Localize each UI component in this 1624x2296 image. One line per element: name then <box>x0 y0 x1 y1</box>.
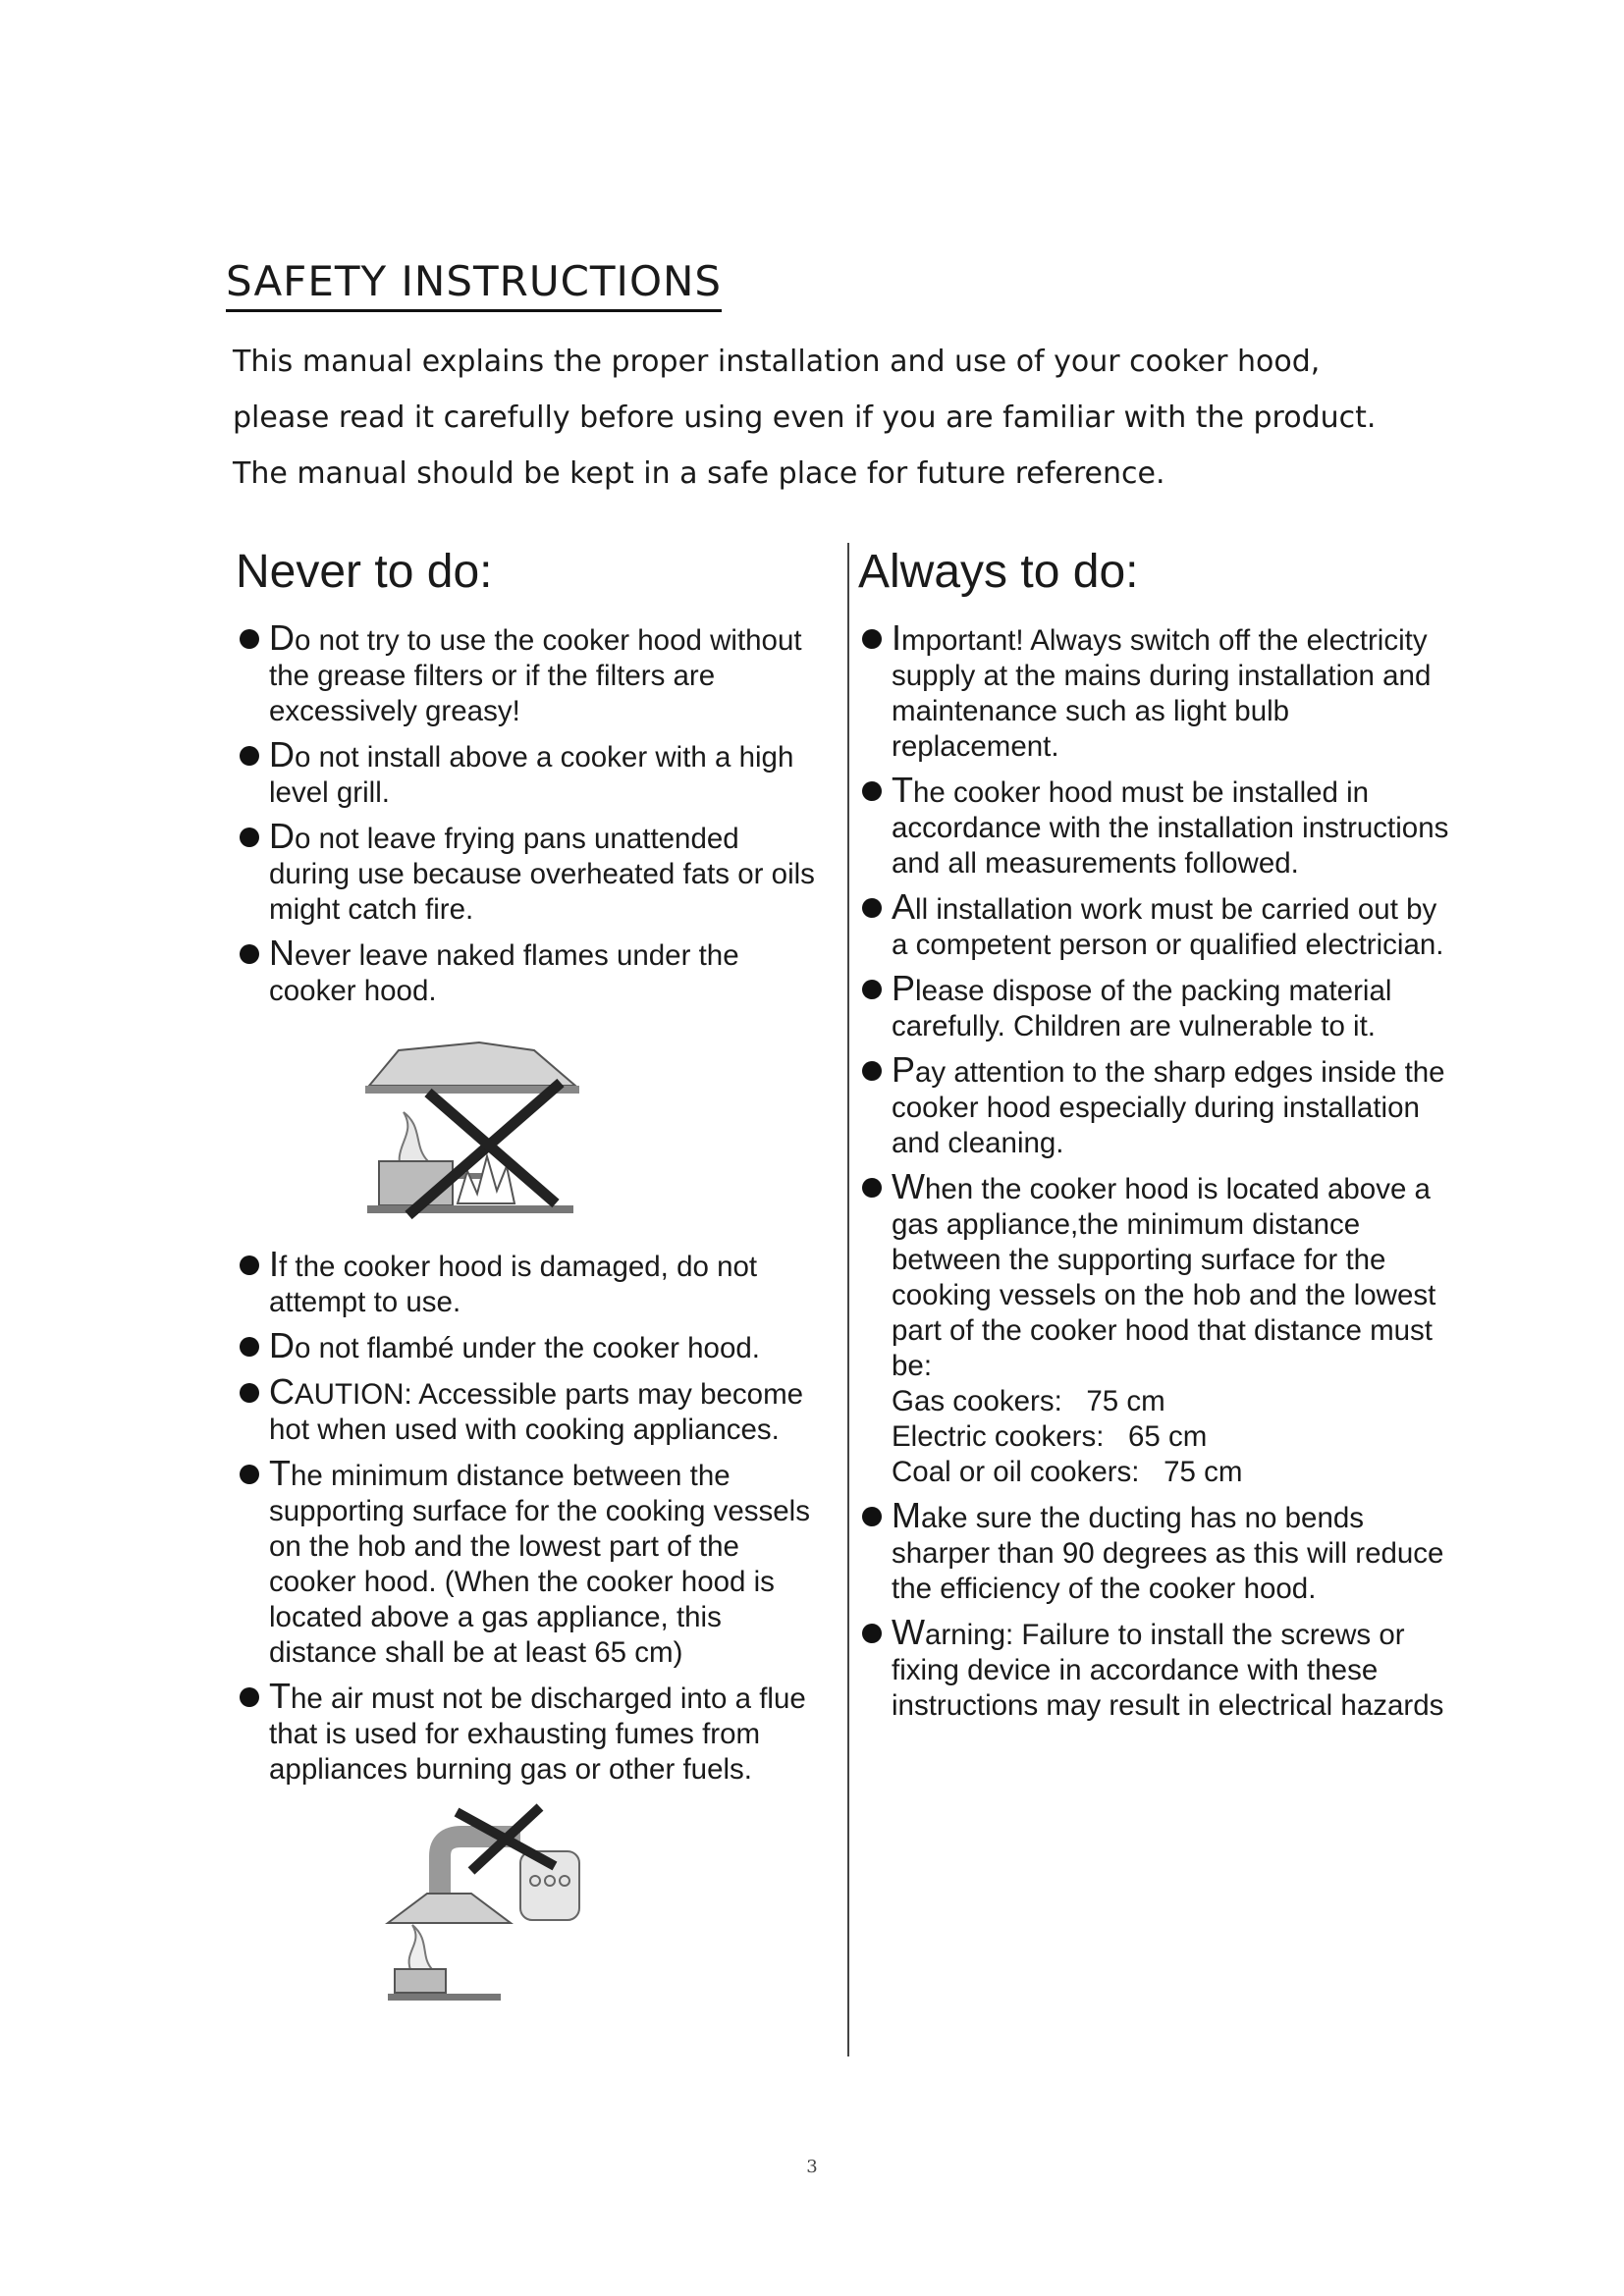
always-to-do-heading: Always to do: <box>858 546 1139 598</box>
list-item <box>236 816 825 928</box>
list-item-text: The minimum distance between the supporting surface for the cooking vessels on the hob and the lowest part of the cooker hood. (When the cooker hood is located above a gas appliance, this distance shall be at least 65 cm) <box>269 1453 810 1669</box>
bullet-icon <box>862 1507 882 1526</box>
list-item-text: Do not install above a cooker with a high level grill. <box>269 734 794 809</box>
list-item-text: When the cooker hood is located above a gas appliance,the minimum distance between the supporting surface for the cooking vessels on the hob and the lowest part of the cooker hood that distance must be: <box>892 1166 1436 1382</box>
list-item <box>858 1166 1457 1384</box>
list-item-text: Pay attention to the sharp edges inside the cooker hood especially during installation and cleaning. <box>892 1049 1445 1159</box>
list-item <box>236 1244 825 1320</box>
no-gas-flue-illustration <box>383 1797 609 2003</box>
list-item <box>236 1371 825 1448</box>
bullet-icon <box>862 1624 882 1643</box>
bullet-icon <box>240 944 259 964</box>
list-item <box>236 1453 825 1671</box>
list-item-text: Do not flambé under the cooker hood. <box>269 1325 760 1365</box>
distance-list <box>858 1384 1457 1490</box>
distance-electric: Electric cookers: 65 cm <box>892 1420 1208 1453</box>
list-item-text: The cooker hood must be installed in accordance with the installation instructions and all measurements followed. <box>892 770 1449 880</box>
bullet-icon <box>240 1687 259 1707</box>
list-item <box>858 1049 1457 1161</box>
page-title: SAFETY INSTRUCTIONS <box>226 257 722 312</box>
list-item <box>858 617 1457 765</box>
list-item <box>858 1495 1457 1607</box>
list-item-text: Never leave naked flames under the cooker hood. <box>269 933 739 1007</box>
bullet-icon <box>240 746 259 766</box>
page-number: 3 <box>806 2157 818 2177</box>
list-item-text: The air must not be discharged into a flue that is used for exhausting fumes from appliances burning gas or other fuels. <box>269 1676 806 1786</box>
never-to-do-column <box>236 545 825 2003</box>
bullet-icon <box>240 1337 259 1357</box>
bullet-icon <box>862 629 882 649</box>
bullet-icon <box>240 629 259 649</box>
list-item <box>858 770 1457 881</box>
list-item-text: Make sure the ducting has no bends sharper than 90 degrees as this will reduce the efficiency of the cooker hood. <box>892 1495 1444 1605</box>
list-item <box>236 1676 825 1788</box>
no-naked-flames-illustration <box>359 1029 585 1225</box>
list-item <box>236 1325 825 1366</box>
bullet-icon <box>862 781 882 801</box>
always-to-do-column <box>858 545 1457 1732</box>
intro-line: The manual should be kept in a safe place for future reference. <box>233 456 1165 491</box>
list-item <box>858 886 1457 963</box>
intro-line: This manual explains the proper installation and use of your cooker hood, <box>233 345 1321 379</box>
list-item <box>858 968 1457 1044</box>
list-item-text: Important! Always switch off the electricity supply at the mains during installation and maintenance such as light bulb replacement. <box>892 617 1432 763</box>
list-item <box>236 935 825 1009</box>
bullet-icon <box>240 828 259 847</box>
intro-text <box>233 334 1411 502</box>
list-item-text: Do not leave frying pans unattended during use because overheated fats or oils might catch fire. <box>269 816 815 926</box>
list-item <box>236 617 825 729</box>
bullet-icon <box>862 1178 882 1198</box>
bullet-icon <box>240 1255 259 1275</box>
bullet-icon <box>862 980 882 999</box>
bullet-icon <box>862 1061 882 1081</box>
list-item-text: Do not try to use the cooker hood without the grease filters or if the filters are excessively greasy! <box>269 617 802 727</box>
bullet-icon <box>240 1465 259 1484</box>
list-item-text: If the cooker hood is damaged, do not attempt to use. <box>269 1244 758 1318</box>
intro-line: please read it carefully before using even if you are familiar with the product. <box>233 400 1377 435</box>
never-to-do-heading: Never to do: <box>236 546 493 598</box>
bullet-icon <box>862 898 882 918</box>
bullet-icon <box>240 1383 259 1403</box>
list-item-text: All installation work must be carried out by a competent person or qualified electrician. <box>892 886 1444 961</box>
list-item-text: Please dispose of the packing material carefully. Children are vulnerable to it. <box>892 968 1392 1042</box>
list-item-text: Warning: Failure to install the screws or fixing device in accordance with these instructions may result in electrical hazards <box>892 1612 1444 1722</box>
list-item <box>858 1612 1457 1724</box>
distance-gas: Gas cookers: 75 cm <box>892 1385 1165 1417</box>
column-divider <box>847 543 849 2056</box>
distance-coal-oil: Coal or oil cookers: 75 cm <box>892 1456 1243 1488</box>
list-item <box>236 734 825 811</box>
list-item-text: CAUTION: Accessible parts may become hot when used with cooking appliances. <box>269 1371 804 1446</box>
